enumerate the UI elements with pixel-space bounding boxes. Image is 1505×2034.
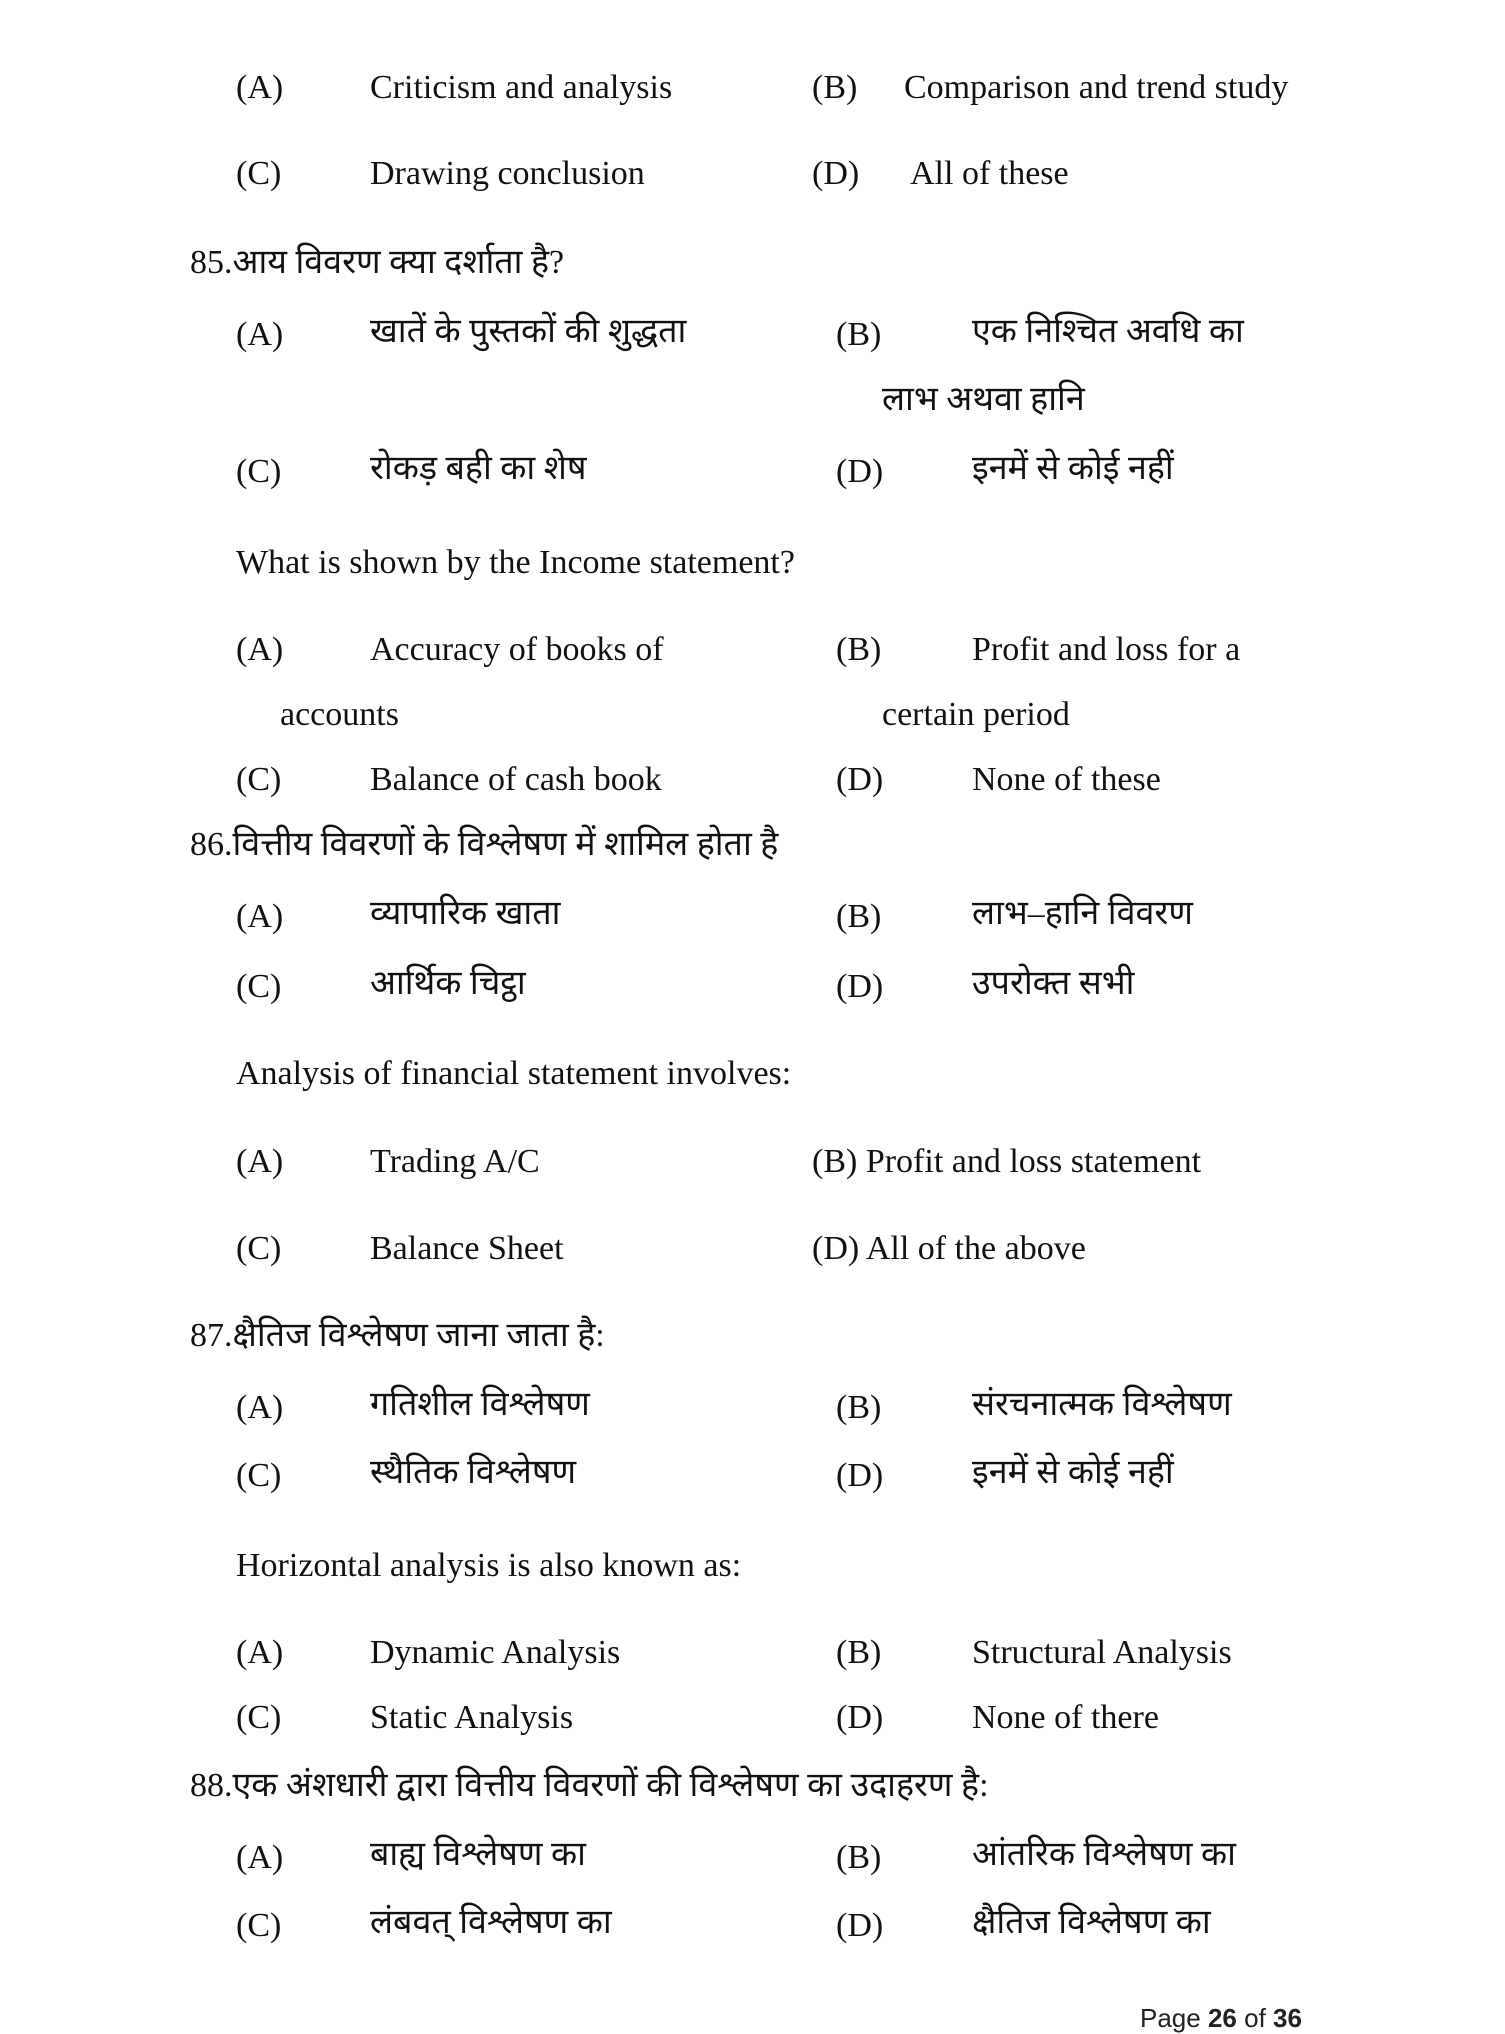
question-88-hindi: 88.एक अंशधारी द्वारा वित्तीय विवरणों की विश्लेषण का उदाहरण है: [190,1767,989,1804]
of-word: of [1244,2003,1266,2033]
option-a-text: Criticism and analysis [370,69,673,106]
current-page: 26 [1207,2003,1237,2033]
option-a-label: (A) [236,69,284,106]
option-a-text: गतिशील विश्लेषण [370,1386,590,1423]
option-a-text: Trading A/C [370,1143,540,1180]
option-a-label: (A) [236,631,284,668]
option-d-text: क्षैतिज विश्लेषण का [972,1904,1211,1941]
option-c-label: (C) [236,1230,282,1267]
option-a-label: (A) [236,1143,284,1180]
option-c-text: Static Analysis [370,1699,574,1736]
total-pages: 36 [1273,2003,1302,2033]
option-c-text: स्थैतिक विश्लेषण [370,1454,577,1491]
option-d-text: उपरोक्त सभी [972,965,1135,1002]
option-b-label: (B) [812,69,858,106]
option-b-text: Profit and loss for a [972,631,1241,668]
option-c-label: (C) [236,1907,282,1944]
option-d-text: None of there [972,1699,1159,1736]
question-85-hindi: 85.आय विवरण क्या दर्शाता है? [190,244,565,281]
option-d-label: (D) [836,968,884,1005]
option-d-label: (D) [836,1457,884,1494]
option-c-label: (C) [236,761,282,798]
page-word: Page [1140,2003,1201,2033]
option-a-label: (A) [236,1634,284,1671]
option-b-label: (B) [836,1839,882,1876]
option-c-label: (C) [236,1699,282,1736]
option-d-label: (D) [836,1699,884,1736]
option-a-label: (A) [236,316,284,353]
question-86-english: Analysis of financial statement involves: [236,1055,792,1092]
option-b-text: एक निश्चित अवधि का [972,313,1244,350]
option-b-text-cont: certain period [882,696,1070,733]
option-b-label: (B) [836,1389,882,1426]
option-c-text: आर्थिक चिट्ठा [370,965,526,1002]
option-c-label: (C) [236,1457,282,1494]
option-c-label: (C) [236,155,282,192]
option-b-label: (B) [836,898,882,935]
option-a-label: (A) [236,1839,284,1876]
option-d-text: None of these [972,761,1161,798]
option-b-text-cont: लाभ अथवा हानि [882,381,1085,418]
option-d-label: (D) [836,761,884,798]
question-87-hindi: 87.क्षैतिज विश्लेषण जाना जाता है: [190,1317,605,1354]
option-a-text-cont: accounts [280,696,399,733]
option-b-label: (B) [836,1634,882,1671]
page-number [1140,2003,1302,2033]
option-a-text: Accuracy of books of [370,631,664,668]
option-b-label: (B) [836,316,882,353]
option-d-text: इनमें से कोई नहीं [972,1454,1174,1491]
question-86-hindi: 86.वित्तीय विवरणों के विश्लेषण में शामिल होता है [190,826,779,863]
option-b-text: Comparison and trend study [904,69,1289,106]
option-a-text: व्यापारिक खाता [370,895,561,932]
option-b-label: (B) [836,631,882,668]
option-b-text: संरचनात्मक विश्लेषण [972,1386,1232,1423]
question-85-english: What is shown by the Income statement? [236,544,795,581]
option-c-text: रोकड़ बही का शेष [370,450,587,487]
option-d-label: (D) [836,1907,884,1944]
option-c-text: Drawing conclusion [370,155,645,192]
option-c-text: लंबवत् विश्लेषण का [370,1904,612,1941]
option-b-text: आंतरिक विश्लेषण का [972,1836,1236,1873]
option-a-text: बाह्य विश्लेषण का [370,1836,586,1873]
option-d-label: (D) [812,155,860,192]
option-a-text: खातें के पुस्तकों की शुद्धता [370,313,687,350]
option-a-label: (A) [236,1389,284,1426]
option-c-label: (C) [236,453,282,490]
option-c-label: (C) [236,968,282,1005]
option-d-label: (D) [836,453,884,490]
question-87-english: Horizontal analysis is also known as: [236,1547,742,1584]
option-a-text: Dynamic Analysis [370,1634,621,1671]
option-d-text: (D) All of the above [812,1230,1086,1267]
option-d-text: इनमें से कोई नहीं [972,450,1174,487]
option-c-text: Balance Sheet [370,1230,564,1267]
option-a-label: (A) [236,898,284,935]
option-b-text: (B) Profit and loss statement [812,1143,1202,1180]
option-d-text: All of these [910,155,1069,192]
option-b-text: लाभ–हानि विवरण [972,895,1193,932]
option-b-text: Structural Analysis [972,1634,1232,1671]
option-c-text: Balance of cash book [370,761,662,798]
